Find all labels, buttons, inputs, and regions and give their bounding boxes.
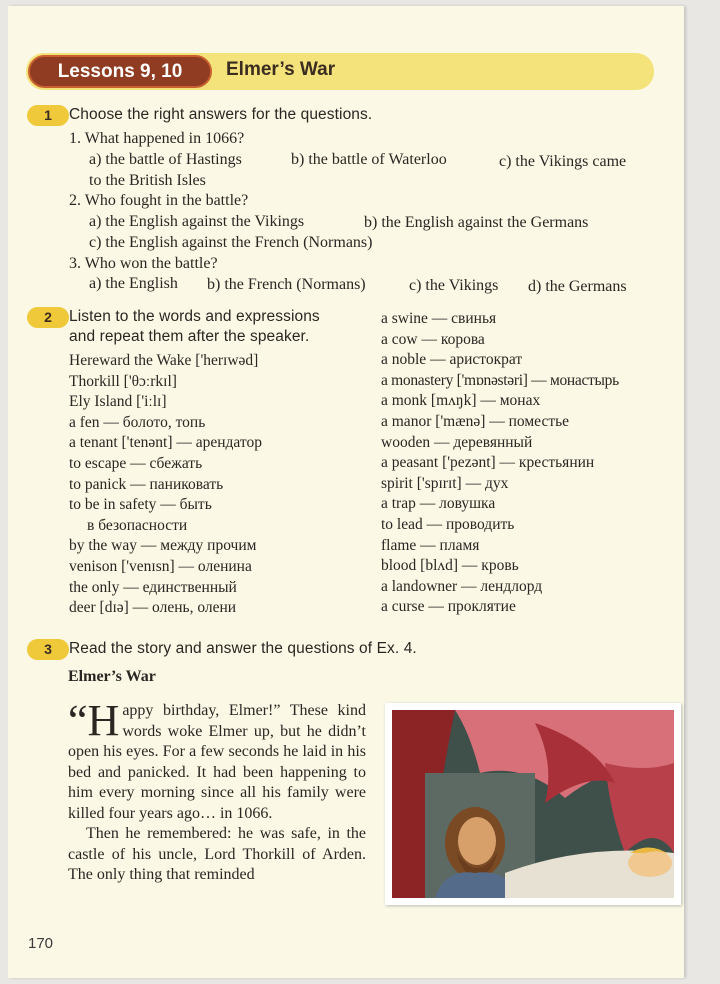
lesson-number-pill: Lessons 9, 10 (28, 55, 212, 88)
story-title: Elmer’s War (68, 668, 156, 685)
answer-3a: a) the English (89, 275, 178, 292)
vocab-item: deer [dɪə] — олень, олени (69, 599, 237, 617)
vocab-item: flame — пламя (381, 536, 480, 554)
vocab-item: a cow — корова (381, 330, 485, 348)
vocab-item: a landowner — лендлорд (381, 577, 543, 595)
vocab-item: a swine — свинья (381, 310, 497, 327)
vocab-item: to lead — проводить (381, 515, 515, 533)
answer-1c: c) the Vikings came (499, 153, 627, 170)
exercise-3-number: 3 (27, 639, 69, 660)
answer-3c: c) the Vikings (409, 277, 499, 294)
answer-1b: b) the battle of Waterloo (291, 151, 447, 168)
vocab-item: a tenant ['tenənt] — арендатор (69, 434, 262, 452)
vocab-item: venison ['venɪsn] — оленина (69, 557, 252, 575)
vocab-item: a curse — проклятие (381, 598, 516, 616)
vocab-item: a peasant ['pezənt] — крестьянин (381, 454, 595, 472)
vocab-item: a manor ['mænə] — поместье (381, 412, 570, 430)
vocabulary-right-column (381, 309, 619, 618)
vocab-item: Hereward the Wake ['herɪwəd] (69, 352, 259, 369)
vocab-item: Thorkill ['θɔːrkɪl] (69, 372, 177, 390)
story-illustration (385, 703, 681, 905)
answer-3b: b) the French (Normans) (207, 276, 366, 293)
vocab-item: to be in safety — быть (69, 496, 212, 514)
story-paragraph-1 (68, 696, 366, 824)
story-text (68, 696, 366, 886)
vocab-item: a fen — болото, топь (69, 413, 206, 431)
answer-1c-continued: to the British Isles (89, 172, 206, 189)
question-2: 2. Who fought in the battle? (69, 192, 249, 209)
vocab-item: в безопасности (87, 516, 188, 534)
vocab-item: to escape — сбежать (69, 454, 203, 472)
vocab-item: the only — единственный (69, 578, 237, 596)
exercise-2-heading-line1: Listen to the words and expressions (69, 308, 320, 325)
answer-3d: d) the Germans (528, 278, 627, 295)
story-paragraph-2: Then he remembered: he was safe, in the castle of his uncle, Lord Thorkill of Arden. The only thing that reminded (68, 825, 366, 883)
answer-2b: b) the English against the Germans (364, 214, 589, 231)
answer-2a: a) the English against the Vikings (89, 213, 305, 230)
story-paragraph-1-text: appy birthday, Elmer!” These kind words woke Elmer up, but he didn’t open his eyes. For a few seconds he laid in his bed and panicked. It had been happening to him every morning since all his family were killed four years ago… in 1066. (68, 702, 366, 822)
vocabulary-left-column (69, 351, 262, 619)
vocab-item: by the way — между прочим (69, 537, 257, 555)
page-number: 170 (28, 935, 54, 952)
vocab-item: spirit ['spɪrɪt] — дух (381, 474, 509, 492)
vocab-item: wooden — деревянный (381, 433, 533, 451)
exercise-2-heading-line2: and repeat them after the speaker. (69, 328, 310, 345)
question-3: 3. Who won the battle? (69, 255, 218, 272)
vocab-item: a noble — аристократ (381, 351, 523, 369)
vocab-item: a monk [mʌŋk] — монах (381, 392, 541, 410)
vocab-item: to panick — паниковать (69, 475, 224, 493)
exercise-1-heading: Choose the right answers for the questions. (69, 106, 373, 123)
vocab-item: a monastery ['mɒnəstəri] — монастырь (381, 371, 619, 389)
vocab-item: a trap — ловушка (381, 495, 496, 513)
lesson-title: Elmer’s War (226, 59, 336, 80)
answer-1a: a) the battle of Hastings (89, 151, 242, 168)
exercise-2-number: 2 (27, 307, 69, 328)
exercise-3-heading: Read the story and answer the questions of Ex. 4. (69, 640, 417, 657)
vocab-item: blood [blʌd] — кровь (381, 557, 519, 575)
answer-2c: c) the English against the French (Normans) (89, 234, 373, 251)
illustration-scene (385, 703, 681, 905)
vocab-item: Ely Island ['iːlɪ] (69, 393, 167, 411)
exercise-1-number: 1 (27, 105, 69, 126)
drop-cap: “H (68, 696, 120, 745)
question-1: 1. What happened in 1066? (69, 130, 245, 147)
